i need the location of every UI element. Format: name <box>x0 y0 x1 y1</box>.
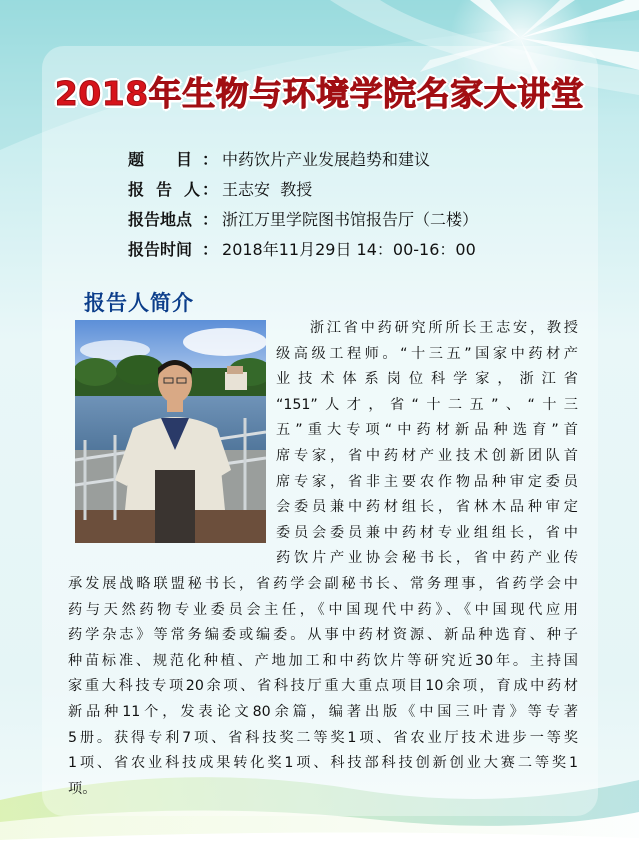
info-label: 报告时间 <box>128 240 193 259</box>
bio-line: 种苗标准、规范化种植、产地加工和中药饮片等研究近30年。主持国 <box>68 652 578 669</box>
info-label: 报 告 人 <box>128 180 200 199</box>
bio-line: 5册。获得专利7项、省科技奖二等奖1项、省农业厅技术进步一等奖 <box>68 729 578 746</box>
bio-line: “151”人才，省“十二五”、“十三 <box>276 396 578 413</box>
info-row-time <box>128 237 598 267</box>
info-colon: ： <box>202 240 219 259</box>
info-value: 中药饮片产业发展趋势和建议 <box>222 150 431 169</box>
bio-line: 项。 <box>68 780 97 797</box>
poster-title: 2018年生物与环境学院名家大讲堂 <box>54 74 585 113</box>
lecture-info <box>128 147 598 267</box>
bio-line: 席专家，省中药材产业技术创新团队首 <box>276 447 578 464</box>
speaker-bio <box>68 316 578 802</box>
info-label: 报告地点 <box>128 210 193 229</box>
bio-line: 药饮片产业协会秘书长，省中药产业传 <box>276 550 578 567</box>
info-row-speaker <box>128 177 598 207</box>
info-colon: ： <box>202 210 219 229</box>
info-label: 题 目 <box>128 150 193 169</box>
section-heading: 报告人简介 <box>84 291 194 315</box>
info-row-location <box>128 207 598 237</box>
info-value: 王志安 教授 <box>222 180 313 199</box>
info-row-topic <box>128 147 598 177</box>
bio-line: 家重大科技专项20余项、省科技厅重大重点项目10余项，育成中药材 <box>68 678 578 695</box>
bio-line: 会委员兼中药材组长，省林木品种审定 <box>276 499 578 516</box>
info-value: 浙江万里学院图书馆报告厅（二楼） <box>222 210 479 229</box>
bio-line: 药与天然药物专业委员会主任，《中国现代中药》、《中国现代应用 <box>68 601 578 618</box>
info-colon: ： <box>202 150 219 169</box>
bio-line: 五”重大专项“中药材新品种选育”首 <box>276 422 578 439</box>
bio-line: 业技术体系岗位科学家，浙江省 <box>276 371 578 388</box>
info-value: 2018年11月29日 14：00-16：00 <box>222 240 476 259</box>
bio-line: 药学杂志》等常务编委或编委。从事中药材资源、新品种选育、种子 <box>68 627 578 644</box>
bio-line: 1项、省农业科技成果转化奖1项、科技部科技创新创业大赛二等奖1 <box>68 755 578 772</box>
bio-line: 新品种11个，发表论文80余篇，编著出版《中国三叶青》等专著 <box>68 703 578 720</box>
info-colon: ： <box>202 180 219 199</box>
bio-line: 席专家，省非主要农作物品种审定委员 <box>276 473 578 490</box>
bio-line: 浙江省中药研究所所长王志安，教授 <box>276 320 578 336</box>
bio-line: 委员会委员兼中药材专业组组长，省中 <box>276 524 578 541</box>
bio-line: 承发展战略联盟秘书长，省药学会副秘书长、常务理事，省药学会中 <box>68 575 578 592</box>
bio-line: 级高级工程师。“十三五”国家中药材产 <box>276 345 578 362</box>
